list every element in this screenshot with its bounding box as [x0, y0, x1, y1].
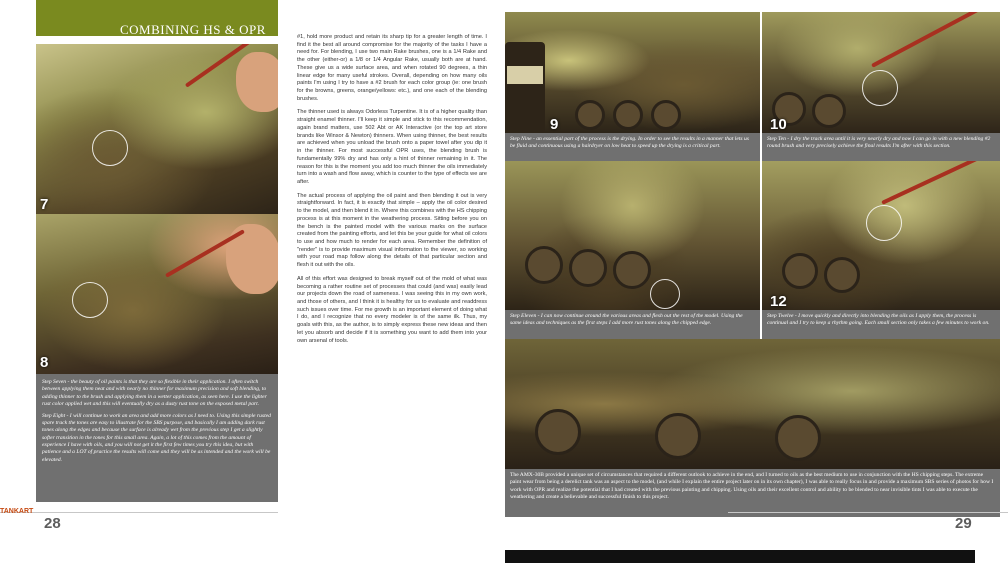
highlight-circle	[862, 70, 898, 106]
road-wheel	[651, 100, 681, 130]
body-paragraph: The actual process of applying the oil paint and then blending it out is very straightforward. In fact, it is exactly that simple – apply the oil color desired to the model, and then blend it in. Where this combines with the HS chipping process is at this moment in the weathering process. Sitting before you on the bench is the painted model with the various marks on the surface created from the painting efforts, and let this be your guide for what oil colors to use and how much to render for each area. Remember the definition of "render" is to provide maximum visual information to the viewer, so working with your road map follow along the details of that particular section and flesh it out with the oils.	[297, 192, 487, 269]
page-number-left: 28	[44, 515, 61, 532]
road-wheel	[655, 413, 701, 459]
road-wheel	[575, 100, 605, 130]
hand	[236, 52, 278, 112]
step-number: 12	[770, 293, 787, 310]
footer-rule	[728, 512, 1008, 513]
step-8-photo	[36, 214, 278, 374]
paint-bottle	[505, 42, 545, 133]
road-wheel	[824, 257, 860, 293]
step-number: 7	[40, 196, 49, 213]
body-paragraph: The thinner used is always Odorless Turpentine. It is of a higher quality than straight enamel thinner. I'll keep it simple and stick to this recommendation, again brand matters, use 502 Abt or AK Interactive (or the top art store brands like Winsor & Newton) thinners. When using thinner, the best results are achieved when you unload the brush onto a paper towel after you dip it in the thinner. For most successful OPR uses, the blending brush is fundamentally 99% dry and has only a hint of thinner remaining in it. The reason for this is the moment you add too much thinner the oils immediately turn into a wash and flow away, which is counter to the type of effects we are after.	[297, 109, 487, 185]
highlight-circle	[72, 282, 108, 318]
road-wheel	[535, 409, 581, 455]
article-body	[297, 34, 487, 351]
step-9-caption: Step Nine - an essential part of the process is the drying. In order to see the results in a manner that lets us be fluid and continuous using a hairdryer on low heat to speed up the drying is a critical part.	[505, 133, 760, 161]
finished-tank-caption: The AMX-30B provided a unique set of circumstances that required a different outlook to achieve in the end, and I turned to oils as the best medium to use in conjunction with the HS chipping steps. The extreme paint wear from being a derelict tank was an aspect to the model, (and while I explain the entire project later on in its own chapter), I was able to really focus in and provide a maximum SBS series of photos for how I work with OPR and realize the potential that I had created with the previous painting and chipping. Using oils and their excellent control and ability to be blended to near invisible tints I was able to execute the weathering and create a believable and successful finish to this project.	[505, 469, 1000, 517]
road-wheel	[812, 94, 846, 128]
body-paragraph: #1, hold more product and retain its sharp tip for a greater length of time. I find it the best all around compromise for the majority of the tasks I have a need for. For blending, I use two main Rake brushes, one is a 1/4 Rake and the other (either-or) a 1/8 or 1/4 Angular Rake, usually both are at hand. These give us a wide surface area, and when rotated 90 degrees, a thin linear edge for many useful strokes. Overall, depending on how many oils paints I'm using I try to have a #2 brush for each color group (ie: one brush for the browns, greens, orange/yellows: etc.), and one each of the blending brushes.	[297, 34, 487, 102]
step-eight-caption: Step Eight - I will continue to work an area and add more colors as I need to. Using this simple rusted spare track the tones are easy to illustrate for the SBS purpose, and basically I am adding dark rust tones along the edges and because the surface is already wet from the previous step I get a slightly softer transition in the tones for this small area. Again, a lot of this comes from the amount of experience I have with oils, and you will not get it the first few times you try this idea, but with patience and a LOT of practice the results will come and they will be as intended and the work will be elevated.	[42, 412, 271, 463]
left-caption-box	[36, 374, 278, 502]
footer-rule	[0, 512, 278, 513]
road-wheel	[613, 251, 651, 289]
road-wheel	[782, 253, 818, 289]
step-10-caption: Step Ten - I dry the track area until it is very nearly dry and now I can go in with a new blending #2 round brush and very precisely achieve the final results I'm after with this section.	[762, 133, 1000, 161]
step-number: 9	[550, 116, 559, 133]
highlight-circle	[92, 130, 128, 166]
magazine-brand: TANKART	[0, 508, 34, 515]
step-7-photo	[36, 44, 278, 214]
paint-brush	[881, 161, 982, 205]
highlight-circle	[866, 205, 902, 241]
step-10-photo	[762, 12, 1000, 133]
step-9-photo	[505, 12, 760, 133]
bottom-bar	[505, 550, 975, 563]
step-12-caption: Step Twelve - I move quickly and directly into blending the oils as I apply them, the process is continual and I try to keep a rhythm going. Each small section only takes a few minutes to work on.	[762, 310, 1000, 339]
step-number: 10	[770, 116, 787, 133]
body-paragraph: All of this effort was designed to break myself out of the mold of what was becoming a rather routine set of processes that could (and was) easily lead our projects down the road of sameness. I was seeing this in my own work, and those of others, and I think it is healthy for us to evaluate and readdress such issues over time. For me growth is an important element of doing what I do, and I recognize that no every modeler is of the same ilk. Thus, my goals with this, as the author, is to simply express these new ideas and then let you absorb and decide if it is something you want to add them into your own arsenal of tools.	[297, 275, 487, 344]
finished-tank-photo	[505, 339, 1000, 469]
road-wheel	[775, 415, 821, 461]
bottle-label	[507, 66, 543, 84]
road-wheel	[525, 246, 563, 284]
step-11-photo	[505, 161, 760, 310]
highlight-circle	[650, 279, 680, 309]
step-number: 8	[40, 354, 49, 371]
step-11-caption: Step Eleven - I can now continue around the various areas and flesh out the rest of the model. Using the same ideas and techniques as the first steps I add more rust tones along the chipped edge.	[505, 310, 760, 339]
road-wheel	[569, 249, 607, 287]
road-wheel	[613, 100, 643, 130]
section-title: COMBINING HS & OPR	[120, 22, 266, 37]
step-seven-caption: Step Seven - the beauty of oil paints is that they are so flexible in their application. I often switch between applying them neat and with nearly no thinner for maximum precision and soft blending, to adding thinner to the brush and applying them in a wetter application, as seen here. I use the lighter rust color applied wet and this will eventually dry as a dusty rust tone on the exposed metal part.	[42, 379, 267, 408]
page-number-right: 29	[955, 515, 972, 532]
paint-brush	[871, 12, 979, 68]
step-12-photo	[762, 161, 1000, 310]
